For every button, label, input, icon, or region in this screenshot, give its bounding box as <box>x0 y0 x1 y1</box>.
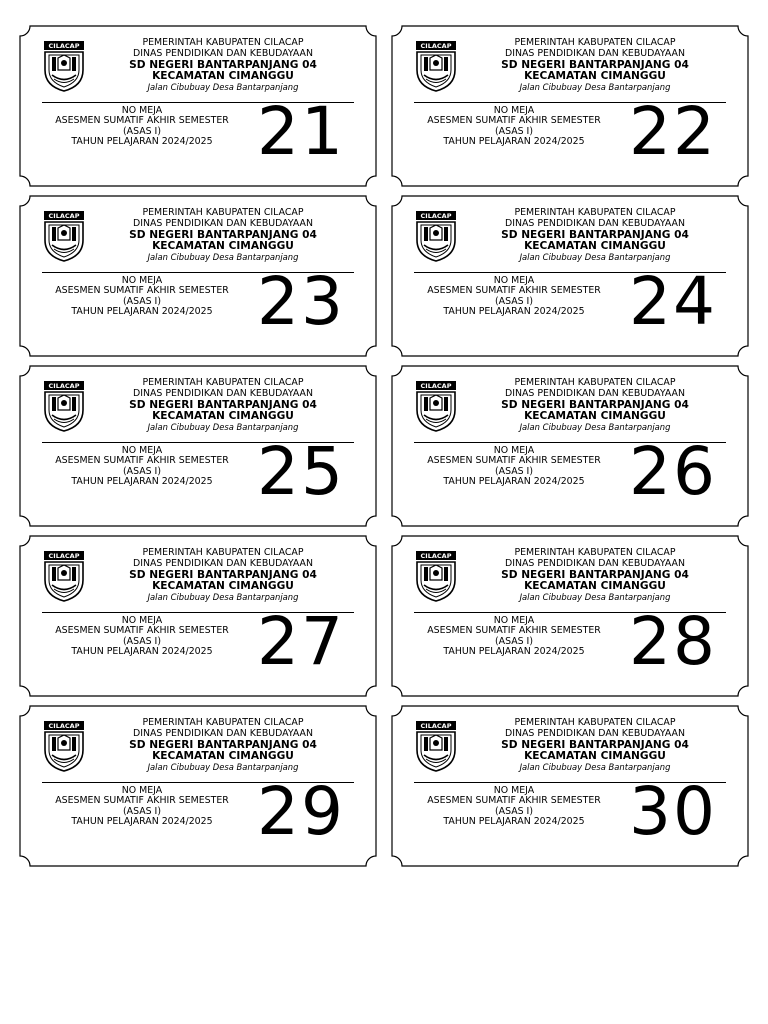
header-government: PEMERINTAH KABUPATEN CILACAP <box>514 37 676 48</box>
header-department: DINAS PENDIDIKAN DAN KEBUDAYAAN <box>505 727 685 739</box>
cilacap-emblem-icon <box>414 550 458 602</box>
exam-info <box>414 446 614 488</box>
header-school-name: SD NEGERI BANTARPANJANG 04 <box>501 398 689 411</box>
header-address: Jalan Cibubuay Desa Bantarpanjang <box>147 762 299 773</box>
logo-text: CILACAP <box>48 552 80 560</box>
desk-number-card <box>18 704 378 868</box>
header-district: KECAMATAN CIMANGGU <box>152 70 294 82</box>
desk-number-card <box>18 364 378 528</box>
desk-number: 21 <box>257 93 345 170</box>
cilacap-emblem-icon <box>414 380 458 432</box>
logo-text: CILACAP <box>48 42 80 50</box>
header-school-name: SD NEGERI BANTARPANJANG 04 <box>129 398 317 411</box>
school-header <box>90 718 356 772</box>
info-exam-code: (ASAS I) <box>495 805 533 817</box>
info-desk-label: NO MEJA <box>493 615 535 626</box>
exam-info <box>42 106 242 148</box>
header-address: Jalan Cibubuay Desa Bantarpanjang <box>147 82 299 93</box>
info-school-year: TAHUN PELAJARAN 2024/2025 <box>71 646 213 658</box>
exam-info <box>42 446 242 488</box>
header-school-name: SD NEGERI BANTARPANJANG 04 <box>129 568 317 581</box>
info-desk-label: NO MEJA <box>121 105 163 116</box>
info-exam-code: (ASAS I) <box>123 805 161 817</box>
logo-text: CILACAP <box>48 212 80 220</box>
desk-number: 24 <box>629 263 717 340</box>
header-school-name: SD NEGERI BANTARPANJANG 04 <box>129 228 317 241</box>
info-desk-label: NO MEJA <box>493 105 535 116</box>
school-header <box>90 38 356 92</box>
info-school-year: TAHUN PELAJARAN 2024/2025 <box>443 646 585 658</box>
info-exam-name: ASESMEN SUMATIF AKHIR SEMESTER <box>55 455 229 467</box>
school-header <box>462 718 728 772</box>
info-desk-label: NO MEJA <box>493 785 535 796</box>
desk-number-card <box>390 534 750 698</box>
school-header <box>90 548 356 602</box>
header-school-name: SD NEGERI BANTARPANJANG 04 <box>501 738 689 751</box>
info-exam-name: ASESMEN SUMATIF AKHIR SEMESTER <box>427 285 601 297</box>
exam-info <box>414 616 614 658</box>
logo-text: CILACAP <box>420 212 452 220</box>
header-district: KECAMATAN CIMANGGU <box>524 240 666 252</box>
info-school-year: TAHUN PELAJARAN 2024/2025 <box>443 816 585 828</box>
header-government: PEMERINTAH KABUPATEN CILACAP <box>142 207 304 218</box>
info-exam-code: (ASAS I) <box>123 295 161 307</box>
desk-number: 25 <box>257 433 345 510</box>
info-school-year: TAHUN PELAJARAN 2024/2025 <box>71 306 213 318</box>
desk-number-card <box>390 704 750 868</box>
info-desk-label: NO MEJA <box>121 615 163 626</box>
cilacap-emblem-icon <box>42 210 86 262</box>
header-district: KECAMATAN CIMANGGU <box>152 410 294 422</box>
header-department: DINAS PENDIDIKAN DAN KEBUDAYAAN <box>505 217 685 229</box>
header-district: KECAMATAN CIMANGGU <box>152 580 294 592</box>
info-desk-label: NO MEJA <box>121 275 163 286</box>
desk-number-card <box>390 24 750 188</box>
info-exam-code: (ASAS I) <box>495 465 533 477</box>
desk-number: 29 <box>257 773 345 850</box>
header-government: PEMERINTAH KABUPATEN CILACAP <box>142 377 304 388</box>
exam-info <box>414 786 614 828</box>
cilacap-emblem-icon <box>42 720 86 772</box>
info-exam-name: ASESMEN SUMATIF AKHIR SEMESTER <box>55 285 229 297</box>
header-district: KECAMATAN CIMANGGU <box>524 750 666 762</box>
info-desk-label: NO MEJA <box>121 785 163 796</box>
header-government: PEMERINTAH KABUPATEN CILACAP <box>142 37 304 48</box>
info-desk-label: NO MEJA <box>121 445 163 456</box>
exam-info <box>414 276 614 318</box>
desk-number-card <box>390 364 750 528</box>
header-address: Jalan Cibubuay Desa Bantarpanjang <box>519 422 671 433</box>
info-school-year: TAHUN PELAJARAN 2024/2025 <box>443 476 585 488</box>
info-desk-label: NO MEJA <box>493 275 535 286</box>
header-district: KECAMATAN CIMANGGU <box>524 70 666 82</box>
exam-info <box>414 106 614 148</box>
logo-text: CILACAP <box>48 382 80 390</box>
info-exam-code: (ASAS I) <box>123 465 161 477</box>
header-government: PEMERINTAH KABUPATEN CILACAP <box>514 547 676 558</box>
header-school-name: SD NEGERI BANTARPANJANG 04 <box>501 228 689 241</box>
desk-number-card <box>18 24 378 188</box>
info-school-year: TAHUN PELAJARAN 2024/2025 <box>71 476 213 488</box>
header-department: DINAS PENDIDIKAN DAN KEBUDAYAAN <box>133 387 313 399</box>
desk-number: 26 <box>629 433 717 510</box>
exam-info <box>42 276 242 318</box>
header-department: DINAS PENDIDIKAN DAN KEBUDAYAAN <box>505 47 685 59</box>
header-government: PEMERINTAH KABUPATEN CILACAP <box>514 207 676 218</box>
school-header <box>462 548 728 602</box>
header-government: PEMERINTAH KABUPATEN CILACAP <box>514 377 676 388</box>
desk-number: 27 <box>257 603 345 680</box>
school-header <box>90 208 356 262</box>
school-header <box>462 38 728 92</box>
desk-number-card <box>18 194 378 358</box>
desk-number-card <box>390 194 750 358</box>
header-department: DINAS PENDIDIKAN DAN KEBUDAYAAN <box>133 727 313 739</box>
info-exam-name: ASESMEN SUMATIF AKHIR SEMESTER <box>427 455 601 467</box>
info-exam-name: ASESMEN SUMATIF AKHIR SEMESTER <box>55 795 229 807</box>
header-government: PEMERINTAH KABUPATEN CILACAP <box>142 717 304 728</box>
header-department: DINAS PENDIDIKAN DAN KEBUDAYAAN <box>505 557 685 569</box>
info-exam-code: (ASAS I) <box>123 125 161 137</box>
header-district: KECAMATAN CIMANGGU <box>524 580 666 592</box>
cilacap-emblem-icon <box>42 380 86 432</box>
logo-text: CILACAP <box>420 722 452 730</box>
info-exam-code: (ASAS I) <box>123 635 161 647</box>
header-school-name: SD NEGERI BANTARPANJANG 04 <box>501 58 689 71</box>
info-school-year: TAHUN PELAJARAN 2024/2025 <box>443 136 585 148</box>
header-address: Jalan Cibubuay Desa Bantarpanjang <box>147 592 299 603</box>
logo-text: CILACAP <box>420 552 452 560</box>
header-government: PEMERINTAH KABUPATEN CILACAP <box>514 717 676 728</box>
cilacap-emblem-icon <box>414 210 458 262</box>
info-exam-name: ASESMEN SUMATIF AKHIR SEMESTER <box>427 795 601 807</box>
exam-info <box>42 786 242 828</box>
header-department: DINAS PENDIDIKAN DAN KEBUDAYAAN <box>505 387 685 399</box>
cilacap-emblem-icon <box>42 40 86 92</box>
info-school-year: TAHUN PELAJARAN 2024/2025 <box>443 306 585 318</box>
cilacap-emblem-icon <box>414 40 458 92</box>
info-exam-code: (ASAS I) <box>495 125 533 137</box>
header-address: Jalan Cibubuay Desa Bantarpanjang <box>519 252 671 263</box>
header-address: Jalan Cibubuay Desa Bantarpanjang <box>147 422 299 433</box>
info-school-year: TAHUN PELAJARAN 2024/2025 <box>71 136 213 148</box>
desk-number-card <box>18 534 378 698</box>
header-department: DINAS PENDIDIKAN DAN KEBUDAYAAN <box>133 557 313 569</box>
header-address: Jalan Cibubuay Desa Bantarpanjang <box>519 592 671 603</box>
cilacap-emblem-icon <box>42 550 86 602</box>
header-address: Jalan Cibubuay Desa Bantarpanjang <box>147 252 299 263</box>
school-header <box>90 378 356 432</box>
info-exam-name: ASESMEN SUMATIF AKHIR SEMESTER <box>55 115 229 127</box>
info-exam-name: ASESMEN SUMATIF AKHIR SEMESTER <box>427 625 601 637</box>
desk-number: 30 <box>629 773 717 850</box>
school-header <box>462 208 728 262</box>
info-school-year: TAHUN PELAJARAN 2024/2025 <box>71 816 213 828</box>
header-district: KECAMATAN CIMANGGU <box>152 240 294 252</box>
logo-text: CILACAP <box>48 722 80 730</box>
header-district: KECAMATAN CIMANGGU <box>524 410 666 422</box>
info-desk-label: NO MEJA <box>493 445 535 456</box>
info-exam-name: ASESMEN SUMATIF AKHIR SEMESTER <box>427 115 601 127</box>
exam-info <box>42 616 242 658</box>
info-exam-code: (ASAS I) <box>495 295 533 307</box>
header-district: KECAMATAN CIMANGGU <box>152 750 294 762</box>
header-government: PEMERINTAH KABUPATEN CILACAP <box>142 547 304 558</box>
header-department: DINAS PENDIDIKAN DAN KEBUDAYAAN <box>133 47 313 59</box>
desk-number: 23 <box>257 263 345 340</box>
logo-text: CILACAP <box>420 42 452 50</box>
header-school-name: SD NEGERI BANTARPANJANG 04 <box>501 568 689 581</box>
header-department: DINAS PENDIDIKAN DAN KEBUDAYAAN <box>133 217 313 229</box>
logo-text: CILACAP <box>420 382 452 390</box>
header-address: Jalan Cibubuay Desa Bantarpanjang <box>519 82 671 93</box>
header-school-name: SD NEGERI BANTARPANJANG 04 <box>129 738 317 751</box>
info-exam-name: ASESMEN SUMATIF AKHIR SEMESTER <box>55 625 229 637</box>
desk-number: 28 <box>629 603 717 680</box>
info-exam-code: (ASAS I) <box>495 635 533 647</box>
cilacap-emblem-icon <box>414 720 458 772</box>
desk-number: 22 <box>629 93 717 170</box>
header-school-name: SD NEGERI BANTARPANJANG 04 <box>129 58 317 71</box>
school-header <box>462 378 728 432</box>
header-address: Jalan Cibubuay Desa Bantarpanjang <box>519 762 671 773</box>
